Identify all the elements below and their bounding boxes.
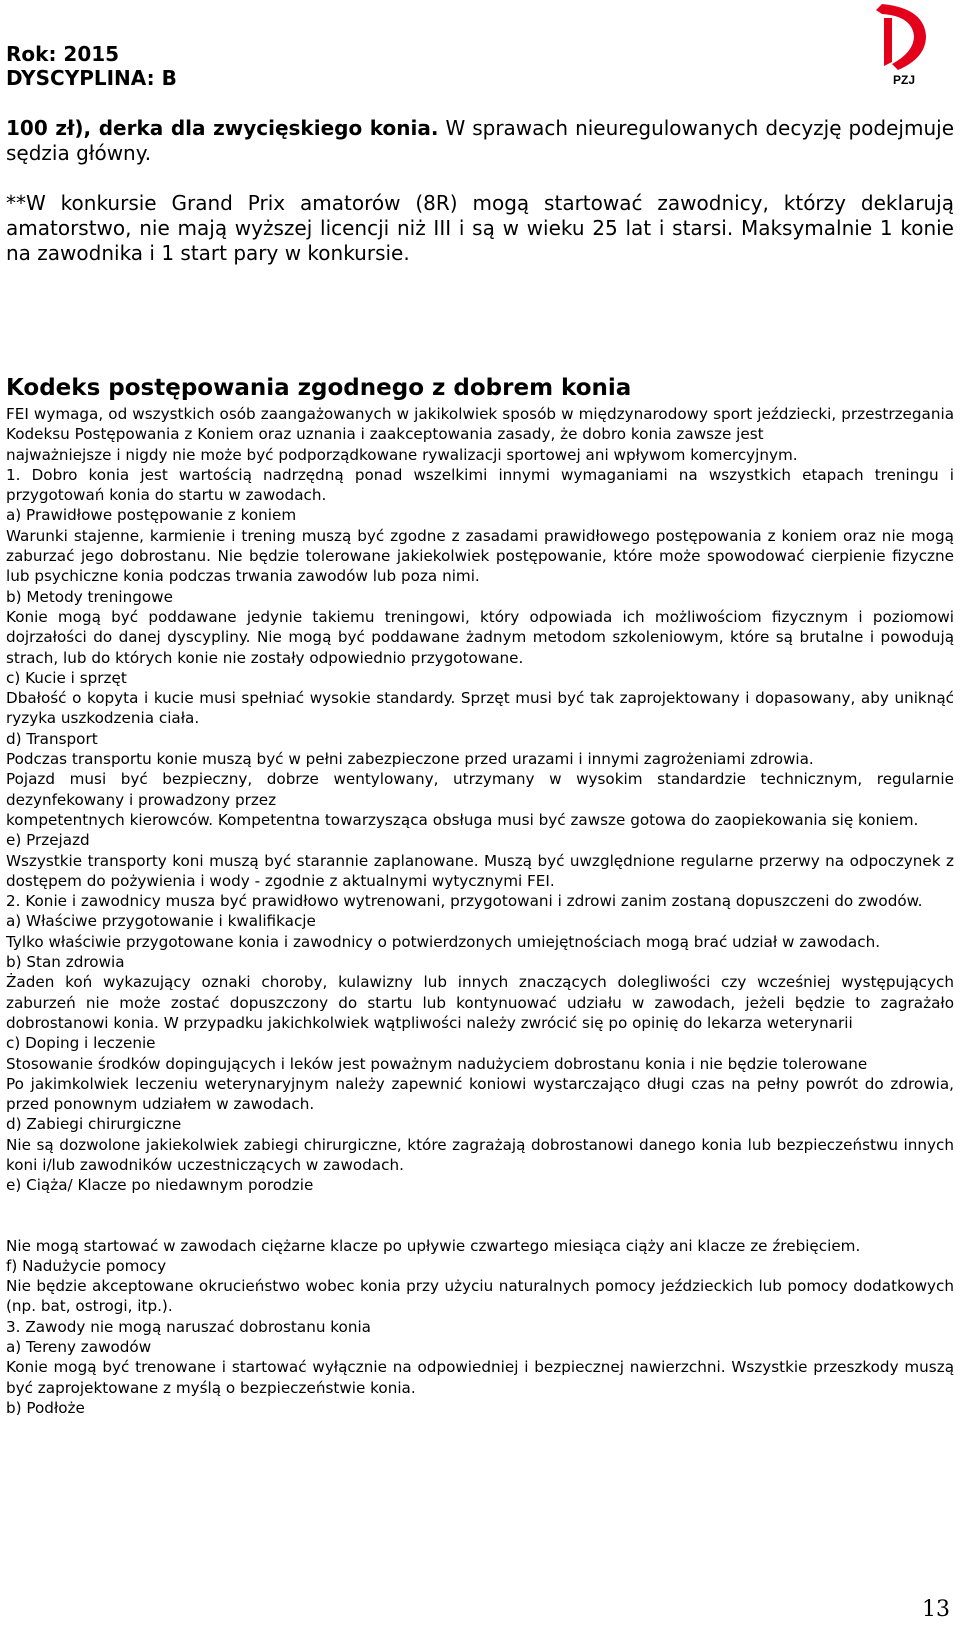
text-line: a) Tereny zawodów bbox=[6, 1338, 152, 1357]
text-line: c) Kucie i sprzęt bbox=[6, 668, 127, 687]
grand-prix-note: **W konkursie Grand Prix amatorów (8R) mogą startować zawodnicy, którzy deklarują amatorstwo, nie mają wyższej licencji niż III i są w wieku 25 lat i starsi. Maksymalnie 1 konie na zawodnika i 1 start pary w konkursie. bbox=[6, 191, 954, 265]
year-label: Rok: 2015 bbox=[6, 42, 120, 66]
page-number: 13 bbox=[922, 1597, 950, 1622]
text-line: Podczas transportu konie muszą być w pełni zabezpieczone przed urazami i innymi zagrożeniami zdrowia. bbox=[6, 750, 814, 769]
text-line: d) Zabiegi chirurgiczne bbox=[6, 1115, 182, 1134]
intro-block bbox=[6, 116, 954, 266]
text-line: e) Przejazd bbox=[6, 831, 90, 850]
text-line: FEI wymaga, od wszystkich osób zaangażowanych w jakikolwiek sposób w międzynarodowy sport jeździecki, przestrzegania Kodeksu Postępowania z Koniem oraz uznania i zaakceptowania zasady, że dobro konia zawsze jest bbox=[6, 405, 954, 444]
text-line: c) Doping i leczenie bbox=[6, 1034, 156, 1053]
text-line: 3. Zawody nie mogą naruszać dobrostanu konia bbox=[6, 1317, 371, 1336]
page-header bbox=[6, 42, 177, 90]
text-line: Nie będzie akceptowane okrucieństwo wobec konia przy użyciu naturalnych pomocy jeździeckich lub pomocy dodatkowych (np. bat, ostrogi, itp.). bbox=[6, 1277, 954, 1316]
text-line: kompetentnych kierowców. Kompetentna towarzysząca obsługa musi być zawsze gotowa do zaopiekowania się koniem. bbox=[6, 810, 919, 829]
text-line: Żaden koń wykazujący oznaki choroby, kulawizny lub innych znaczących dolegliwości czy wcześniej występujących zaburzeń nie może zostać dopuszczony do startu lub kontynuować udziału w zawodach, jeżeli będzie to zagrażało dobrostanowi konia. W przypadku jakichkolwiek wątpliwości należy zwrócić się po opinię do lekarza weterynarii bbox=[6, 973, 954, 1032]
text-line: d) Transport bbox=[6, 729, 98, 748]
text-line: Pojazd musi być bezpieczny, dobrze wentylowany, utrzymany w wysokim standardzie technicznym, regularnie dezynfekowany i prowadzony przez bbox=[6, 770, 954, 809]
text-line: Warunki stajenne, karmienie i trening muszą być zgodne z zasadami prawidłowego postępowania z koniem oraz nie mogą zaburzać jego dobrostanu. Nie będzie tolerowane jakiekolwiek postępowanie, które może spowodować cierpienie fizyczne lub psychiczne konia podczas trwania zawodów lub poza nimi. bbox=[6, 526, 954, 586]
text-line: a) Prawidłowe postępowanie z koniem bbox=[6, 506, 297, 525]
text-line: e) Ciąża/ Klacze po niedawnym porodzie bbox=[6, 1176, 314, 1195]
text-line: Nie mogą startować w zawodach ciężarne klacze po upływie czwartego miesiąca ciąży ani klacze ze źrebięciem. bbox=[6, 1236, 861, 1255]
pzj-logo bbox=[868, 2, 936, 88]
text-line: a) Właściwe przygotowanie i kwalifikacje bbox=[6, 912, 316, 931]
text-line: Konie mogą być trenowane i startować wyłącznie na odpowiedniej i bezpiecznej nawierzchni. Wszystkie przeszkody muszą być zaprojektowane z myślą o bezpieczeństwie konia. bbox=[6, 1358, 954, 1397]
text-line: Wszystkie transporty koni muszą być starannie zaplanowane. Muszą być uwzględnione regularne przerwy na odpoczynek z dostępem do pożywienia i wody - zgodnie z aktualnymi wytycznymi FEI. bbox=[6, 851, 954, 890]
section-body bbox=[6, 404, 954, 1418]
text-line: Tylko właściwie przygotowane konia i zawodnicy o potwierdzonych umiejętnościach mogą brać udział w zawodach. bbox=[6, 932, 881, 951]
section-title: Kodeks postępowania zgodnego z dobrem konia bbox=[6, 375, 632, 401]
text-line: Stosowanie środków dopingujących i leków jest poważnym nadużyciem dobrostanu konia i nie będzie tolerowane bbox=[6, 1054, 868, 1073]
text-line: 1. Dobro konia jest wartością nadrzędną ponad wszelkimi innymi wymaganiami na wszystkich etapach treningu i przygotowań konia do startu w zawodach. bbox=[6, 465, 954, 505]
prize-note: 100 zł), derka dla zwycięskiego konia. bbox=[6, 116, 439, 140]
text-line: b) Metody treningowe bbox=[6, 587, 173, 606]
text-line: b) Podłoże bbox=[6, 1398, 85, 1417]
intro-paragraph bbox=[6, 116, 954, 166]
blank-gap bbox=[6, 1196, 954, 1236]
text-line: Po jakimkolwiek leczeniu weterynaryjnym należy zapewnić koniowi wystarczająco długi czas na pełny powrót do zdrowia, przed ponownym udziałem w zawodach. bbox=[6, 1074, 954, 1114]
text-line: Dbałość o kopyta i kucie musi spełniać wysokie standardy. Sprzęt musi być tak zaprojektowany i dopasowany, aby uniknąć ryzyka uszkodzenia ciała. bbox=[6, 689, 954, 728]
text-line: najważniejsze i nigdy nie może być podporządkowane rywalizacji sportowej ani wpływom komercyjnym. bbox=[6, 445, 798, 464]
discipline-label: DYSCYPLINA: B bbox=[6, 66, 177, 90]
svg-text:PZJ: PZJ bbox=[892, 73, 916, 87]
text-line: Nie są dozwolone jakiekolwiek zabiegi chirurgiczne, które zagrażają dobrostanowi danego konia lub bezpieczeństwu innych koni i/lub zawodników uczestniczących w zawodach. bbox=[6, 1135, 954, 1174]
text-line: b) Stan zdrowia bbox=[6, 953, 125, 972]
text-line: Konie mogą być poddawane jedynie takiemu treningowi, który odpowiada ich możliwościom fizycznym i poziomowi dojrzałości do danej dyscypliny. Nie mogą być poddawane żadnym metodom szkoleniowym, które są brutalne i powodują strach, lub do których konie nie zostały odpowiednio przygotowane. bbox=[6, 607, 954, 667]
text-line: 2. Konie i zawodnicy musza być prawidłowo wytrenowani, przygotowani i zdrowi zanim zostaną dopuszczeni do zwodów. bbox=[6, 892, 923, 911]
text-line: f) Nadużycie pomocy bbox=[6, 1256, 167, 1275]
judge-note: W sprawach nieuregulowanych decyzję podejmuje sędzia główny. bbox=[6, 116, 954, 165]
